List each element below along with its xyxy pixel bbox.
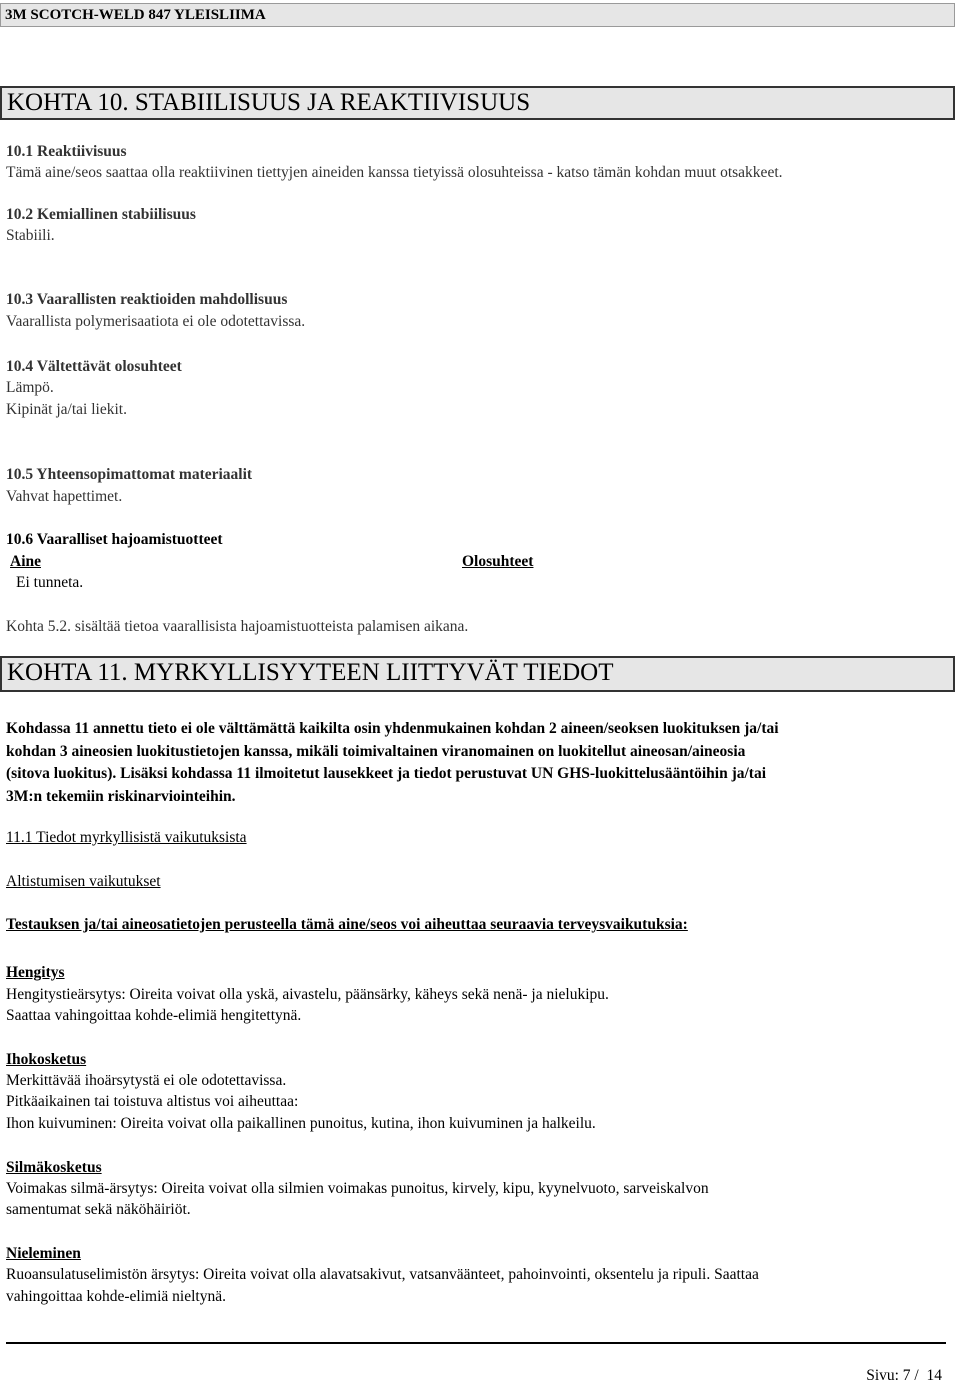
text-10-3: Vaarallista polymerisaatiota ei ole odotettavissa.	[6, 313, 306, 330]
skin-line: Ihon kuivuminen: Oireita voivat olla paikallinen punoitus, kutina, ihon kuivuminen ja halkeilu.	[6, 1115, 596, 1132]
intro-line: (sitova luokitus). Lisäksi kohdassa 11 ilmoitetut lausekkeet ja tiedot perustuvat UN GHS-luokittelusääntöihin ja/tai	[6, 765, 767, 782]
skin-line: Merkittävää ihoärsytystä ei ole odotettavissa.	[6, 1072, 287, 1089]
document-header: 3M SCOTCH-WELD 847 YLEISLIIMA	[0, 3, 955, 27]
heading-11-1: 11.1 Tiedot myrkyllisistä vaikutuksista	[6, 829, 247, 846]
inhalation-line: Saattaa vahingoittaa kohde-elimiä hengitettynä.	[6, 1007, 302, 1024]
footer-divider	[6, 1342, 946, 1344]
heading-10-3: 10.3 Vaarallisten reaktioiden mahdollisuus	[6, 291, 288, 308]
page-number: Sivu: 7 / 14	[866, 1367, 942, 1384]
heading-10-5: 10.5 Yhteensopimattomat materiaalit	[6, 466, 253, 483]
text-10-4-item: Lämpö.	[6, 379, 54, 396]
intro-line: Kohdassa 11 annettu tieto ei ole välttämättä kaikilta osin yhdenmukainen kohdan 2 aineen/seoksen luokituksen ja/tai	[6, 720, 779, 737]
intro-line: 3M:n tekemiin riskinarviointeihin.	[6, 787, 236, 805]
eye-line: samentumat sekä näköhäiriöt.	[6, 1201, 191, 1218]
section-10-title: KOHTA 10. STABIILISUUS JA REAKTIIVISUUS	[0, 86, 955, 120]
ingestion-line: vahingoittaa kohde-elimiä nieltynä.	[6, 1288, 226, 1305]
section-11-title: KOHTA 11. MYRKYLLISYYTEEN LIITTYVÄT TIEDOT	[0, 656, 955, 692]
heading-10-4: 10.4 Vältettävät olosuhteet	[6, 358, 182, 375]
text-10-1: Tämä aine/seos saattaa olla reaktiivinen tiettyjen aineiden kanssa tietyissä olosuhteissa - katso tämän kohdan muut otsakkeet.	[6, 164, 783, 181]
heading-skin-contact: Ihokosketus	[6, 1051, 87, 1068]
text-10-4-item: Kipinät ja/tai liekit.	[6, 401, 127, 418]
section-11-intro	[6, 718, 951, 808]
heading-health-effects: Testauksen ja/tai aineosatietojen perusteella tämä aine/seos voi aiheuttaa seuraavia terveysvaikutuksia:	[6, 916, 688, 933]
skin-line: Pitkäaikainen tai toistuva altistus voi aiheuttaa:	[6, 1093, 299, 1110]
text-10-6-note: Kohta 5.2. sisältää tietoa vaarallisista hajoamistuotteista palamisen aikana.	[6, 618, 469, 635]
heading-eye-contact: Silmäkosketus	[6, 1159, 102, 1176]
heading-ingestion: Nieleminen	[6, 1245, 81, 1262]
heading-inhalation: Hengitys	[6, 964, 65, 981]
text-10-2: Stabiili.	[6, 227, 55, 244]
text-10-5: Vahvat hapettimet.	[6, 488, 123, 505]
table-cell-substance: Ei tunneta.	[16, 574, 84, 591]
column-header-substance: Aine	[10, 553, 41, 570]
inhalation-line: Hengitystieärsytys: Oireita voivat olla yskä, aivastelu, päänsärky, käheys sekä nenä- ja nielukipu.	[6, 986, 609, 1003]
heading-10-6: 10.6 Vaaralliset hajoamistuotteet	[6, 531, 223, 548]
column-header-conditions: Olosuhteet	[462, 553, 534, 570]
heading-exposure-effects: Altistumisen vaikutukset	[6, 873, 161, 890]
intro-line: kohdan 3 aineosien luokitustietojen kanssa, mikäli toimivaltainen viranomainen on luokitellut aineosan/aineosia	[6, 742, 746, 760]
ingestion-line: Ruoansulatuselimistön ärsytys: Oireita voivat olla alavatsakivut, vatsanväänteet, pahoinvointi, oksentelu ja ripuli. Saattaa	[6, 1266, 759, 1283]
heading-10-1: 10.1 Reaktiivisuus	[6, 143, 127, 160]
eye-line: Voimakas silmä-ärsytys: Oireita voivat olla silmien voimakas punoitus, kirvely, kipu, kyynelvuoto, sarveiskalvon	[6, 1180, 709, 1197]
heading-10-2: 10.2 Kemiallinen stabiilisuus	[6, 206, 196, 223]
